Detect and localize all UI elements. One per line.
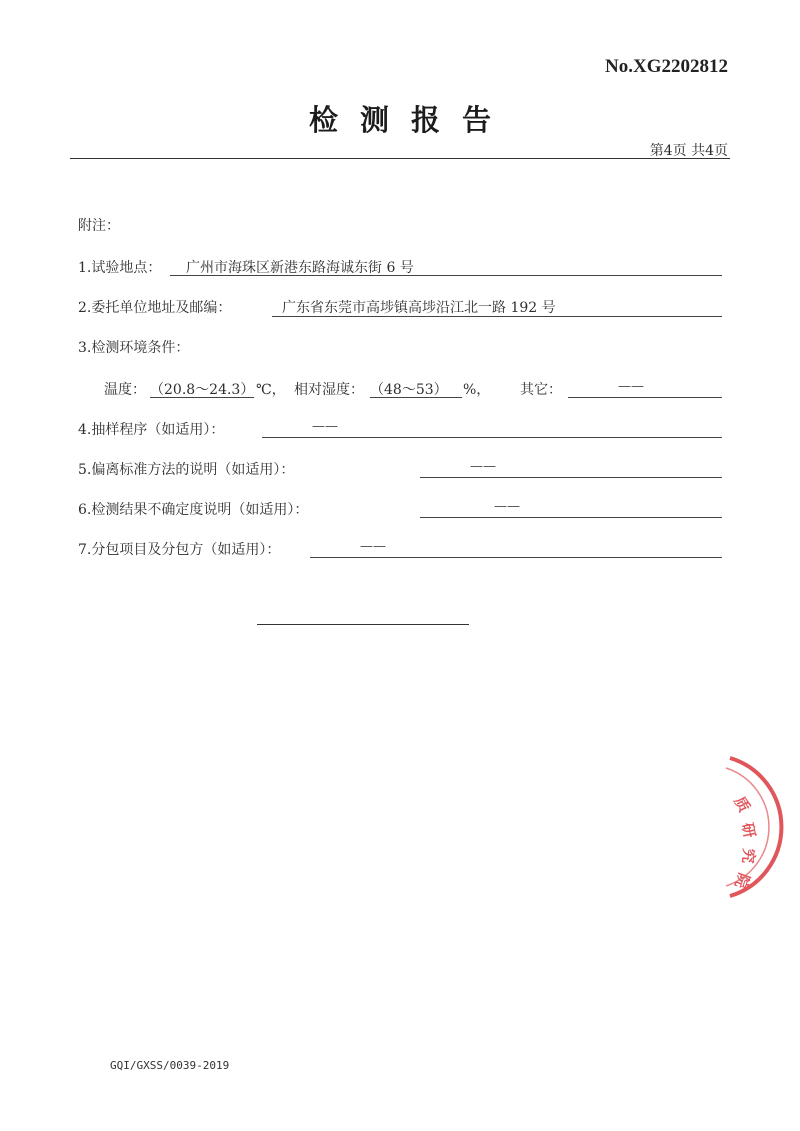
form-code: GQI/GXSS/0039-2019 (110, 1059, 230, 1072)
end-line (257, 624, 469, 625)
red-seal-stamp (712, 752, 800, 906)
test-location-value: 广州市海珠区新港东路海诚东街 6 号 (186, 260, 414, 276)
temperature-value: （20.8～24.3） (150, 382, 255, 398)
deviation-underline (420, 477, 722, 478)
subcontract-value: —— (360, 539, 386, 554)
humidity-unit: %， (463, 382, 491, 398)
svg-text:质: 质 (730, 793, 754, 816)
humidity-value: （48～53） (370, 382, 448, 398)
environment-label: 3.检测环境条件： (78, 340, 190, 356)
notes-heading: 附注： (78, 218, 120, 234)
other-label: 其它： (520, 382, 562, 398)
client-address-value: 广东省东莞市高埗镇高埗沿江北一路 192 号 (282, 300, 556, 316)
header-divider (70, 158, 730, 159)
test-location-label: 1.试验地点： (78, 260, 162, 276)
other-underline (568, 397, 722, 398)
svg-text:研: 研 (738, 821, 759, 840)
temperature-unit: ℃， (256, 382, 286, 398)
svg-text:院: 院 (731, 870, 754, 891)
subcontract-label: 7.分包项目及分包方（如适用）： (78, 542, 281, 558)
sampling-procedure-label: 4.抽样程序（如适用）： (78, 422, 225, 438)
report-number: No.XG2202812 (605, 56, 728, 77)
document-title: 检测报告 (308, 103, 513, 137)
other-value: —— (618, 379, 644, 394)
uncertainty-value: —— (494, 499, 520, 514)
temperature-label: 温度： (104, 382, 146, 398)
humidity-label: 相对湿度： (294, 382, 364, 398)
temperature-underline (150, 397, 254, 398)
humidity-underline (370, 397, 462, 398)
subcontract-underline (310, 557, 722, 558)
uncertainty-label: 6.检测结果不确定度说明（如适用）： (78, 502, 309, 518)
svg-text:究: 究 (738, 847, 758, 865)
uncertainty-underline (420, 517, 722, 518)
sampling-procedure-value: —— (312, 419, 338, 434)
client-address-underline (272, 316, 722, 317)
deviation-value: —— (470, 459, 496, 474)
client-address-label: 2.委托单位地址及邮编： (78, 300, 232, 316)
deviation-label: 5.偏离标准方法的说明（如适用）： (78, 462, 295, 478)
test-location-underline (170, 275, 722, 276)
page-count: 第4页 共4页 (649, 143, 728, 159)
sampling-procedure-underline (262, 437, 722, 438)
